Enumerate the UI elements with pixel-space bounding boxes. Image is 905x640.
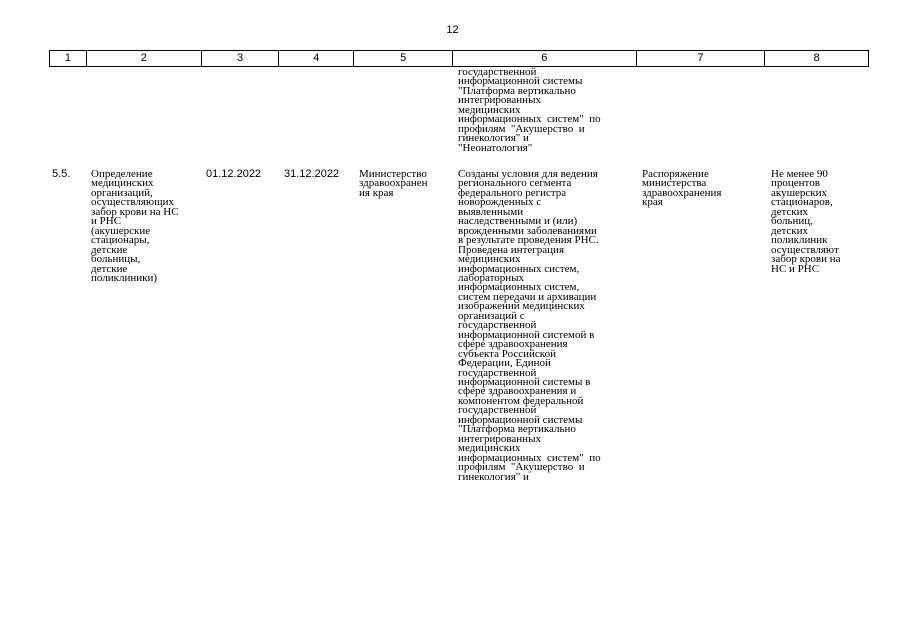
column-header-2: 2 [87,51,202,66]
column-header-6: 6 [453,51,637,66]
target-indicator: Не менее 90 процентов акушерских стационаров, детских больниц, детских поликлиник осуществляют забор крови на НС и РНС [771,168,841,275]
column-header-4: 4 [279,51,354,66]
end-date: 31.12.2022 [284,168,340,180]
column-header-5: 5 [354,51,453,66]
start-date: 01.12.2022 [206,168,262,180]
expected-result: Созданы условия для ведения регионального сегмента федерального регистра новорожденных с выявленными наследственными и (или) врожденными заболеваниями в результате проведения РНС. Проведена интеграция медицинских информационных систем, лабораторных информационных систем, систем передачи и архивации изображений медицинских организаций с государственной информационной системой в сфере здравоохранения субъекта Российской Федерации, Единой государственной информационной системы в сфере здравоохранения и компонентом федеральной государственной информационной системы "Платформа вертикально интегрированных медицинских информационных систем" по профилям "Акушерство и гинекология" и [458,168,601,483]
activity-name: Определение медицинских организаций, осуществляющих забор крови на НС и РНС (акушерские стационары, детские больницы, детские поликлиники) [91,168,179,284]
supporting-document: Распоряжение министерства здравоохранения края [642,168,722,209]
continued-result-cell: государственной информационной системы "Платформа вертикально интегрированных медицинских информационных систем" по профилям "Акушерство и гинекология" и "Неонатология" [458,66,601,154]
responsible-executor: Министерство здравоохранен ия края [359,168,428,199]
column-header-7: 7 [637,51,766,66]
page-number: 12 [446,24,459,36]
table-header-row [49,50,869,67]
column-header-8: 8 [813,52,820,64]
row-number: 5.5. [52,168,71,180]
column-header-1: 1 [50,51,87,66]
column-header-3: 3 [202,51,280,66]
